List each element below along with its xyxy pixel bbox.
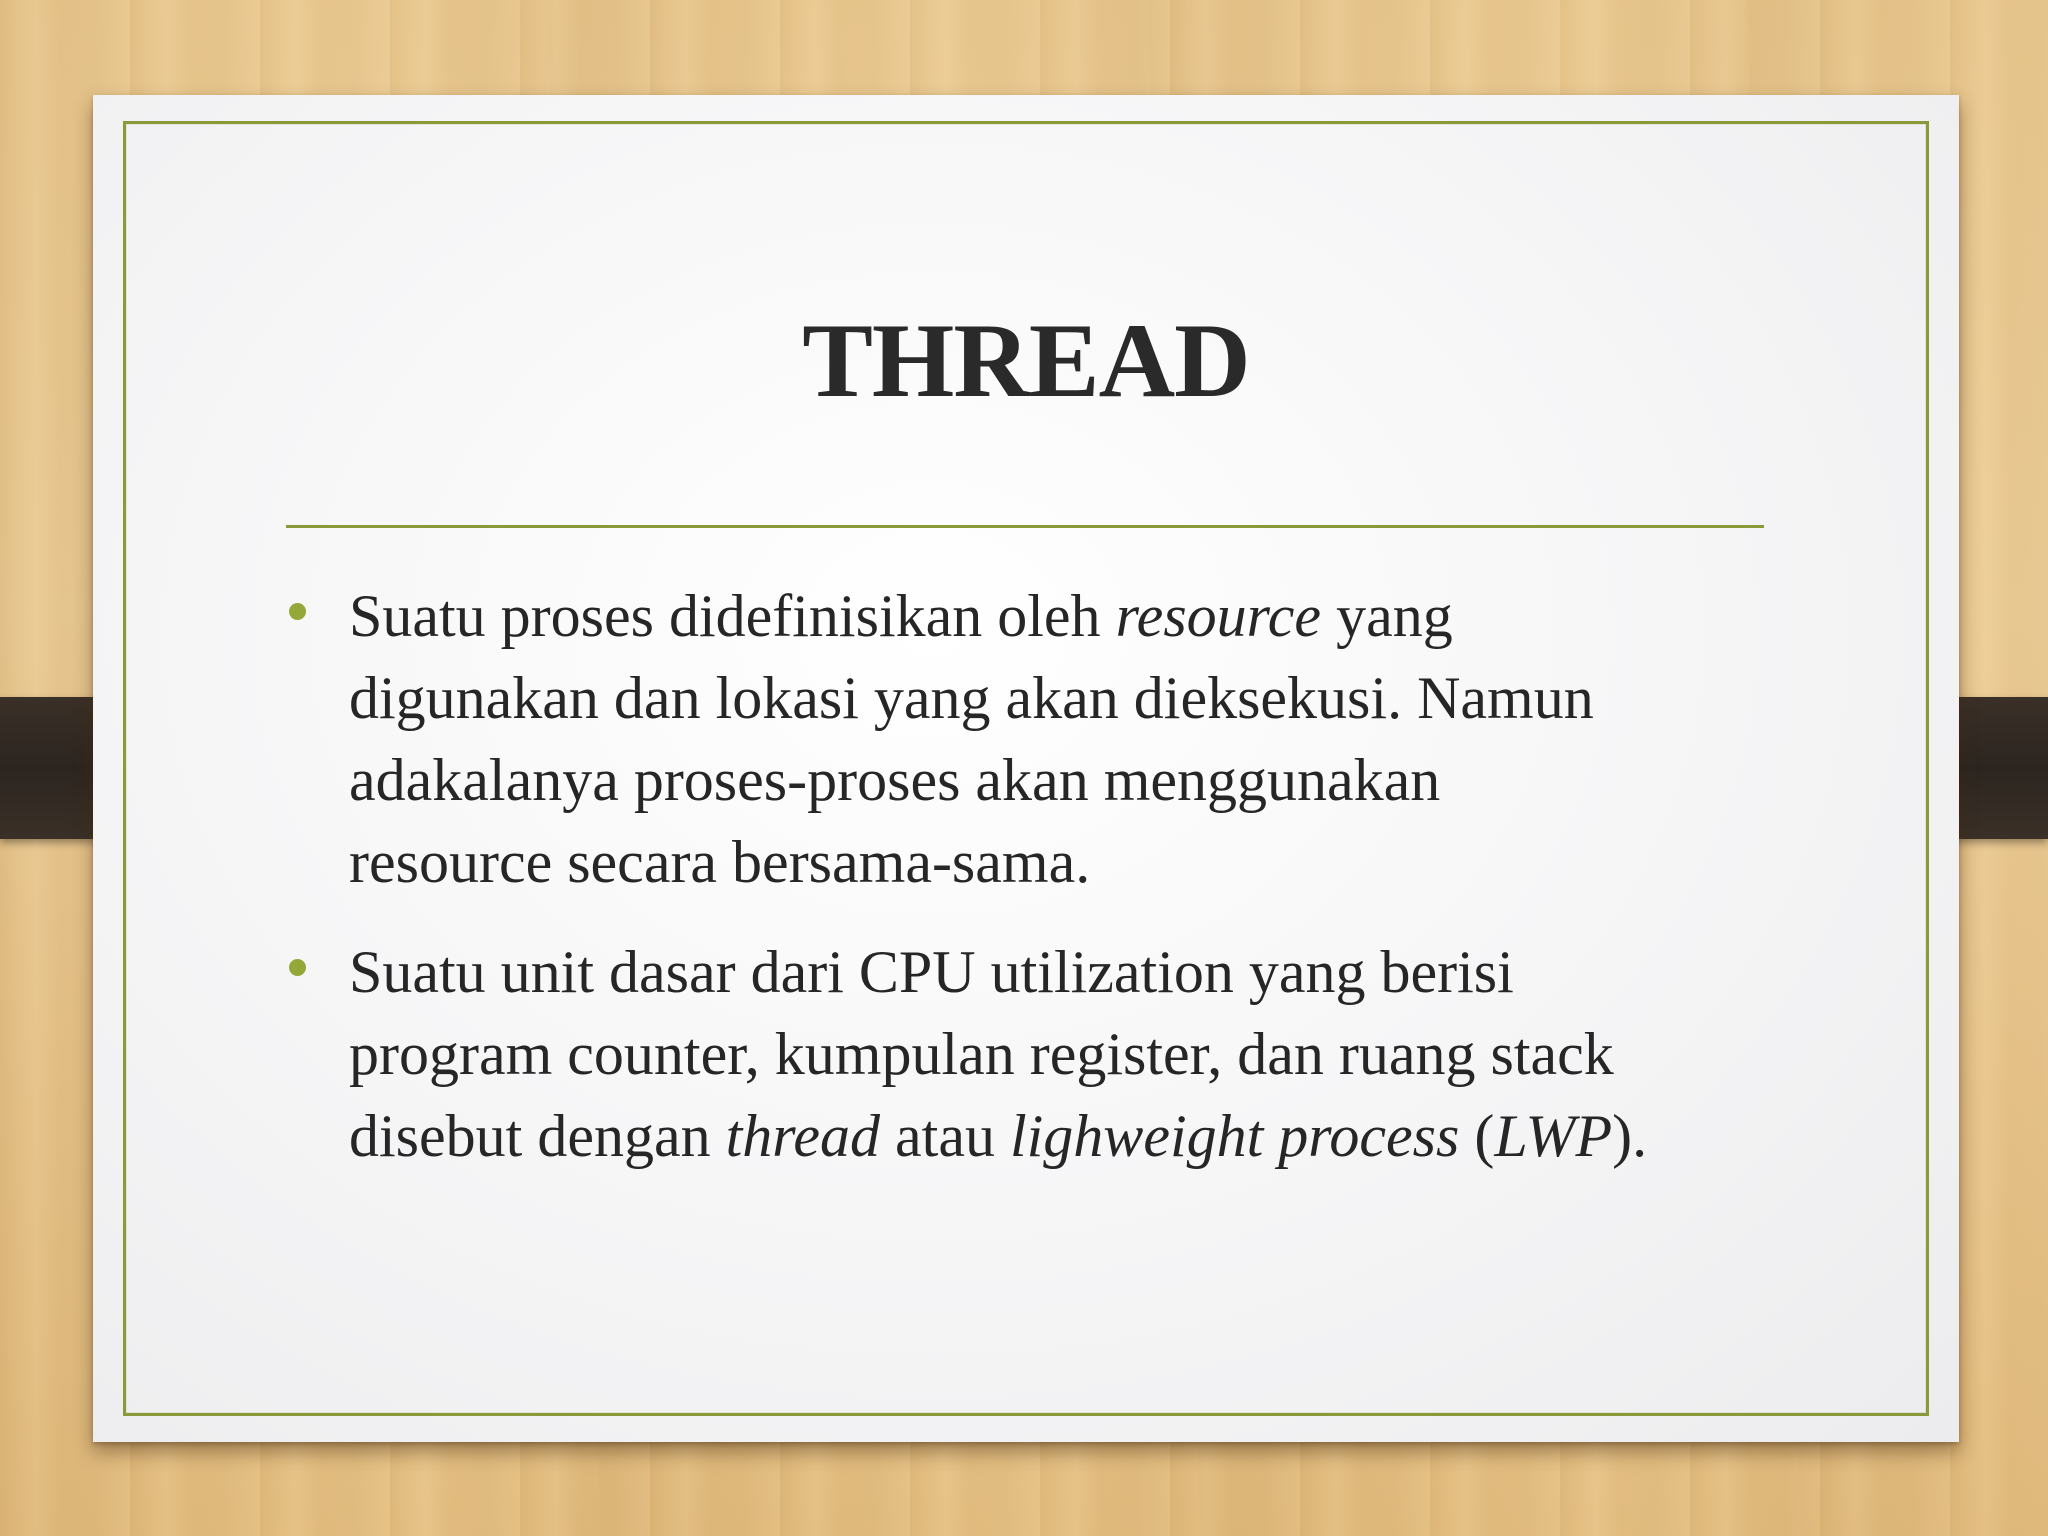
text-run: atau (880, 1103, 1010, 1169)
bullet-dot-icon (289, 959, 306, 976)
bullet-item (283, 575, 1783, 903)
bullet-line (349, 931, 1783, 1013)
title-divider (286, 525, 1764, 528)
bullet-line (349, 575, 1783, 657)
bullet-line (349, 1095, 1783, 1177)
text-run: ( (1459, 1103, 1495, 1169)
bullet-line (349, 657, 1783, 739)
text-run-italic: LWP (1494, 1103, 1613, 1169)
text-run-italic: thread (725, 1103, 881, 1169)
bullet-list (283, 575, 1783, 1205)
bullet-line (349, 1013, 1783, 1095)
bullet-dot-icon (289, 603, 306, 620)
text-run: program counter, kumpulan register, dan ruang stack (349, 1021, 1614, 1087)
bullet-line (349, 739, 1783, 821)
slide-title: THREAD (802, 302, 1250, 419)
text-run: yang (1321, 583, 1453, 649)
text-run: ). (1612, 1103, 1648, 1169)
text-run: Suatu unit dasar dari CPU utilization yang berisi (349, 939, 1514, 1005)
text-run: digunakan dan lokasi yang akan dieksekusi. Namun (349, 665, 1594, 731)
text-run: adakalanya proses-proses akan menggunakan (349, 747, 1441, 813)
slide-paper (93, 95, 1959, 1442)
bullet-line (349, 821, 1783, 903)
bullet-item (283, 931, 1783, 1177)
text-run-italic: lighweight process (1009, 1103, 1460, 1169)
text-run: resource secara bersama-sama. (349, 829, 1091, 895)
text-run: disebut dengan (349, 1103, 726, 1169)
text-run-italic: resource (1115, 583, 1322, 649)
text-run: Suatu proses didefinisikan oleh (349, 583, 1116, 649)
